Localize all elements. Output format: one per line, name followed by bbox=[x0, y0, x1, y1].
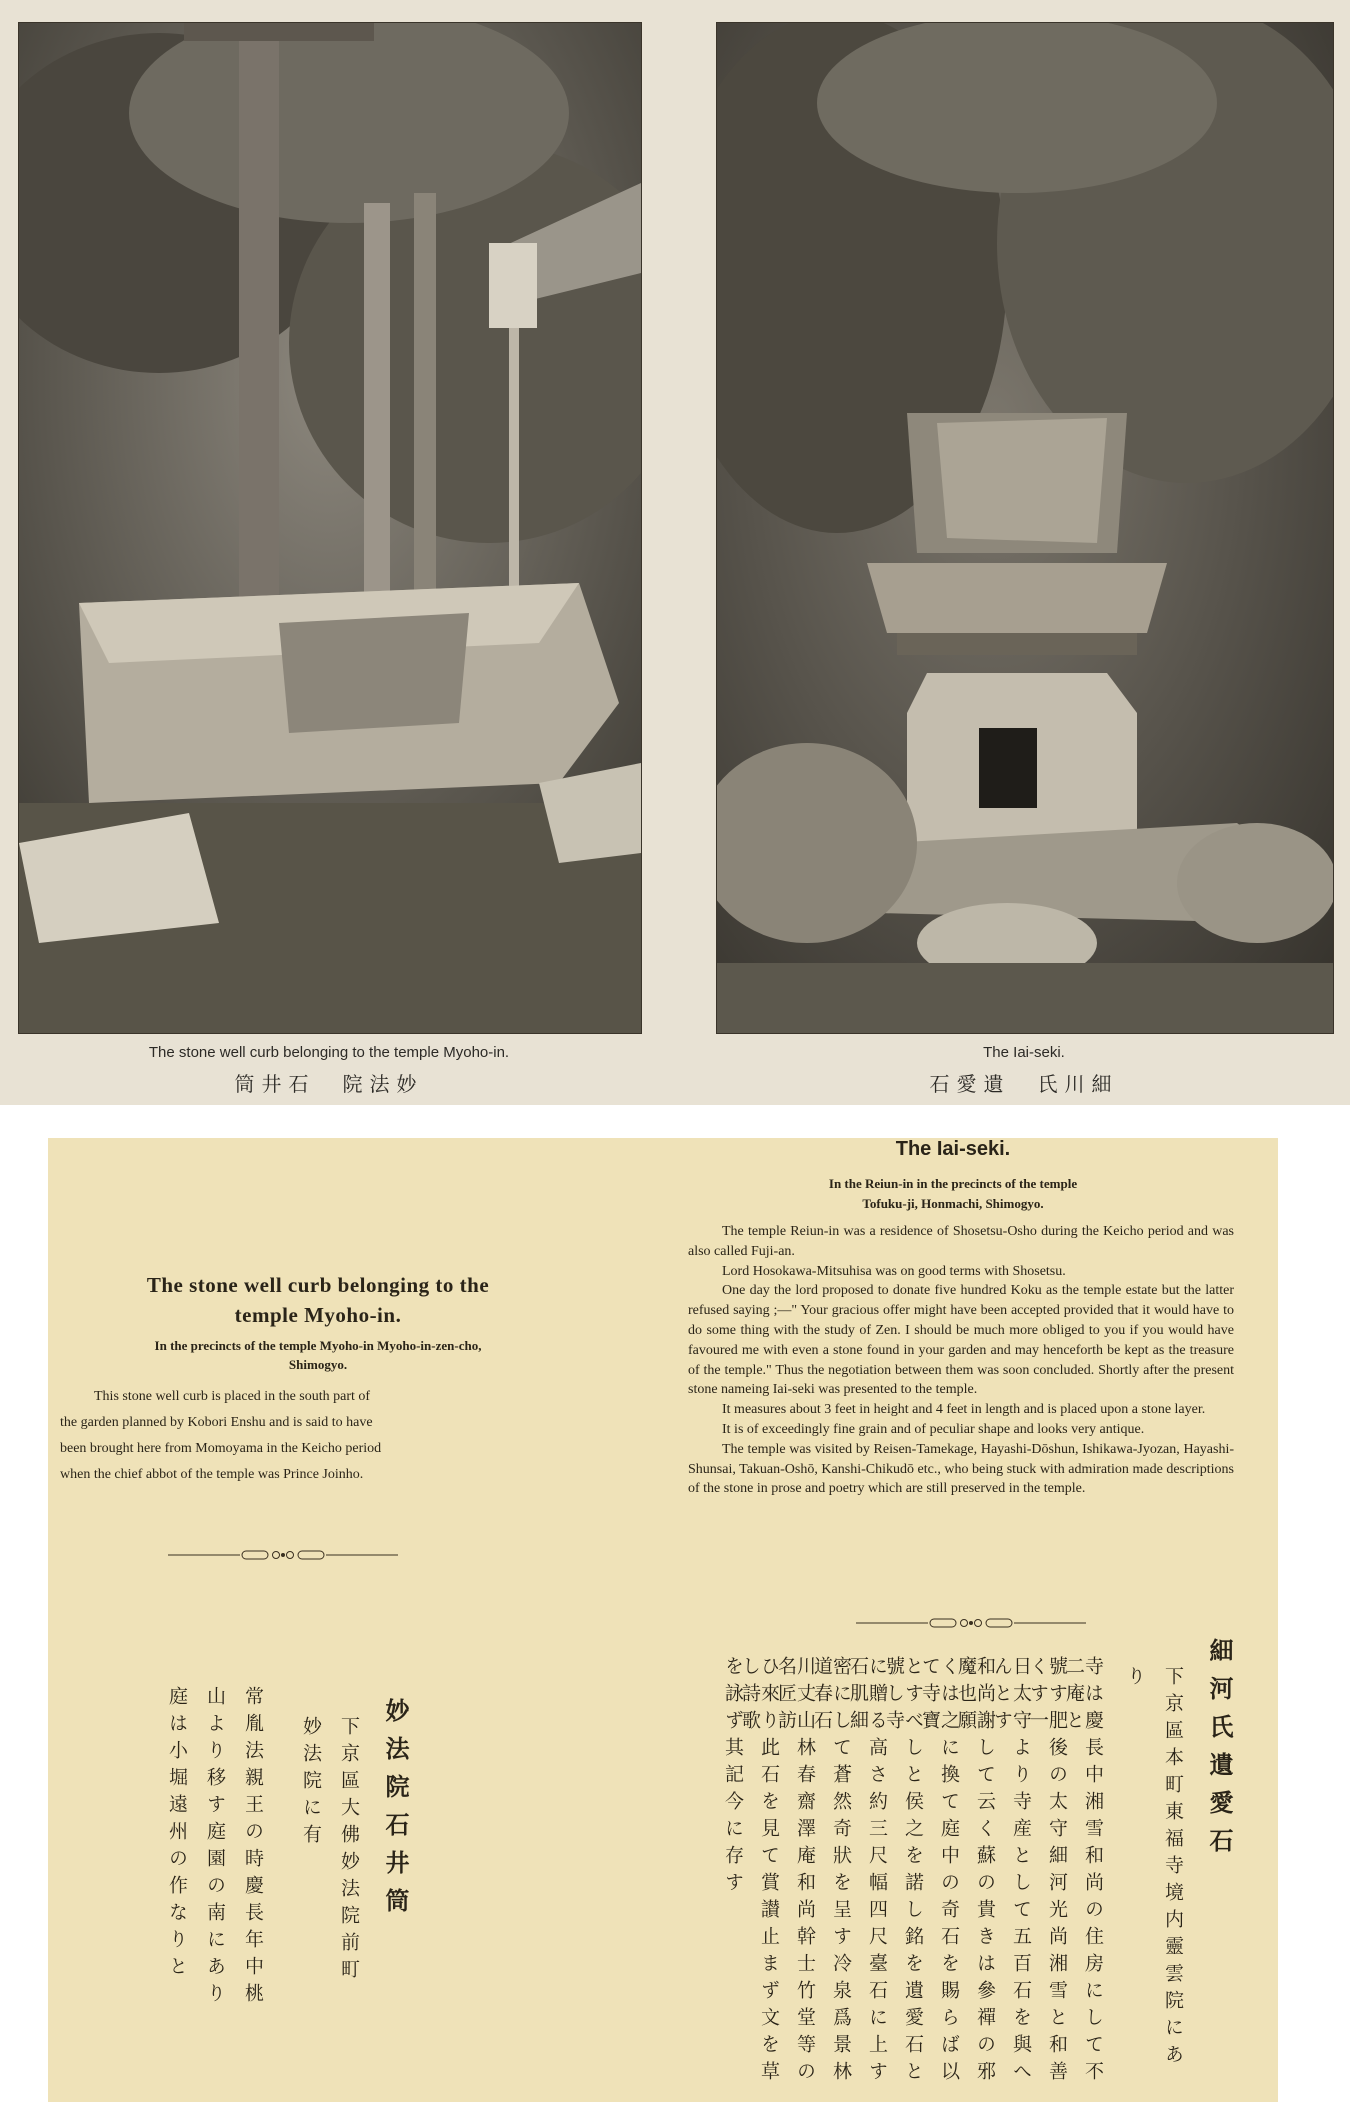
right-jp-column: 密にして蒼然奇狀を呈す冷泉爲景林道春石 bbox=[811, 1656, 851, 2088]
right-jp-title: 細河氏遺愛石 bbox=[1205, 1638, 1231, 1866]
left-photo-caption-jp: 筒井石 院法妙 bbox=[234, 1074, 424, 1096]
left-jp-column: 山より移す庭園の南にあり bbox=[204, 1686, 225, 2010]
right-jp-column: 下京區本町東福寺境内靈雲院にあ bbox=[1162, 1666, 1183, 2071]
right-article-subtitle bbox=[678, 1174, 1228, 1214]
right-ornament-divider bbox=[856, 1616, 1086, 1630]
right-article-body bbox=[688, 1222, 1234, 1499]
right-subtitle-line-1: In the Reiun-in in the precincts of the temple bbox=[828, 1176, 1078, 1191]
left-article-body bbox=[60, 1384, 530, 1488]
left-jp-column: 庭は小堀遠州の作なりと bbox=[166, 1686, 187, 1983]
left-subtitle-line-2: Shimogyo. bbox=[288, 1357, 348, 1372]
left-photo-caption: The stone well curb belonging to the temple Myoho-in. bbox=[148, 1044, 510, 1061]
right-photo-caption-jp: 石愛遺 氏川細 bbox=[929, 1074, 1119, 1096]
right-body-paragraph: One day the lord proposed to donate five hundred Koku as the temple estate but the latter refused saying ;—" Your gracious offer might have been accepted provided that it would have to do some thing with the study of Zen. I should be much more obliged to you if you would have favoured me with even a stone found in your garden and may henceforth be kept as the treasure of the temple." Thus the negotiation between them was soon concluded. Shortly after the present stone nameing Iai-seki was presented to the temple. bbox=[688, 1283, 1234, 1398]
text-page bbox=[48, 1138, 1278, 2102]
left-jp-column: 常胤法親王の時慶長年中桃 bbox=[242, 1686, 263, 2010]
right-body-paragraph: The temple was visited by Reisen-Tamekage, Hayashi-Dōshun, Ishikawa-Jyozan, Hayashi-Shunsai, Takuan-Oshō, Kanshi-Chikudō etc., who being stuck with admiration made descriptions of the stone in prose and poetry which are still preserved in the temple. bbox=[688, 1441, 1234, 1497]
left-body-line: This stone well curb is placed in the south part of bbox=[94, 1389, 371, 1404]
right-jp-column: 日太守より寺産として五百石を與へんとす bbox=[991, 1656, 1031, 2088]
right-jp-column: に贈る高さ約三尺幅四尺臺石に上す石肌細 bbox=[847, 1656, 887, 2088]
right-jp-column: 寺は慶長中湘雪和尚の住房にして不二庵と bbox=[1063, 1656, 1103, 2088]
well-curb-photo bbox=[18, 22, 642, 1034]
iai-seki-photo bbox=[716, 22, 1334, 1034]
left-jp-column: 下京區大佛妙法院前町 bbox=[338, 1716, 359, 1986]
right-body-paragraph: Lord Hosokawa-Mitsuhisa was on good terms with Shosetsu. bbox=[722, 1263, 1066, 1279]
left-article-title bbox=[48, 1270, 588, 1330]
right-article-title: The Iai-seki. bbox=[895, 1138, 1011, 1160]
right-body-paragraph: The temple Reiun-in was a residence of Shosetsu-Osho during the Keicho period and was also called Fuji-an. bbox=[688, 1224, 1234, 1259]
left-body-line: been brought here from Momoyama in the Keicho period bbox=[60, 1441, 382, 1456]
left-body-line: the garden planned by Kobori Enshu and is said to have bbox=[60, 1415, 373, 1430]
left-title-line-1: The stone well curb belonging to the bbox=[146, 1273, 490, 1297]
left-title-line-2: temple Myoho-in. bbox=[234, 1303, 402, 1327]
right-jp-column: 號す肥後の太守細河光尚湘雪と和善くす一 bbox=[1027, 1656, 1067, 2088]
left-subtitle-line-1: In the precincts of the temple Myoho-in Myoho-in-zen-cho, bbox=[154, 1338, 482, 1353]
right-jp-column: とすべしと侯之を諾し銘を遺愛石と號し寺 bbox=[883, 1656, 923, 2088]
right-jp-column: ひ來り此石を見て賞讃止まず文を草し詩歌 bbox=[739, 1656, 779, 2088]
left-article-subtitle bbox=[48, 1336, 588, 1374]
left-body-line: when the chief abbot of the temple was Prince Joinho. bbox=[60, 1467, 364, 1482]
left-jp-column: 妙法院に有 bbox=[300, 1716, 321, 1851]
right-jp-column: 川丈山林春齋澤庵和尚幹士竹堂等の名匠訪 bbox=[775, 1656, 815, 2088]
left-ornament-divider bbox=[168, 1548, 398, 1562]
left-jp-title: 妙法院石井筒 bbox=[381, 1698, 407, 1926]
right-jp-column: くは之に換て庭中の奇石を賜らば以て寺寶 bbox=[919, 1656, 959, 2088]
right-body-paragraph: It measures about 3 feet in height and 4 feet in length and is placed upon a stone layer. bbox=[722, 1402, 1206, 1418]
right-jp-column: り bbox=[1124, 1666, 1145, 1693]
right-jp-column: 和尚謝して云く蘇の貴きは參禪の邪魔也願 bbox=[955, 1656, 995, 2088]
right-subtitle-line-2: Tofuku-ji, Honmachi, Shimogyo. bbox=[862, 1196, 1044, 1211]
right-body-paragraph: It is of exceedingly fine grain and of peculiar shape and looks very antique. bbox=[722, 1421, 1145, 1437]
right-jp-column: を詠ず其記今に存す bbox=[722, 1656, 743, 1899]
right-photo-caption: The Iai-seki. bbox=[983, 1044, 1065, 1061]
